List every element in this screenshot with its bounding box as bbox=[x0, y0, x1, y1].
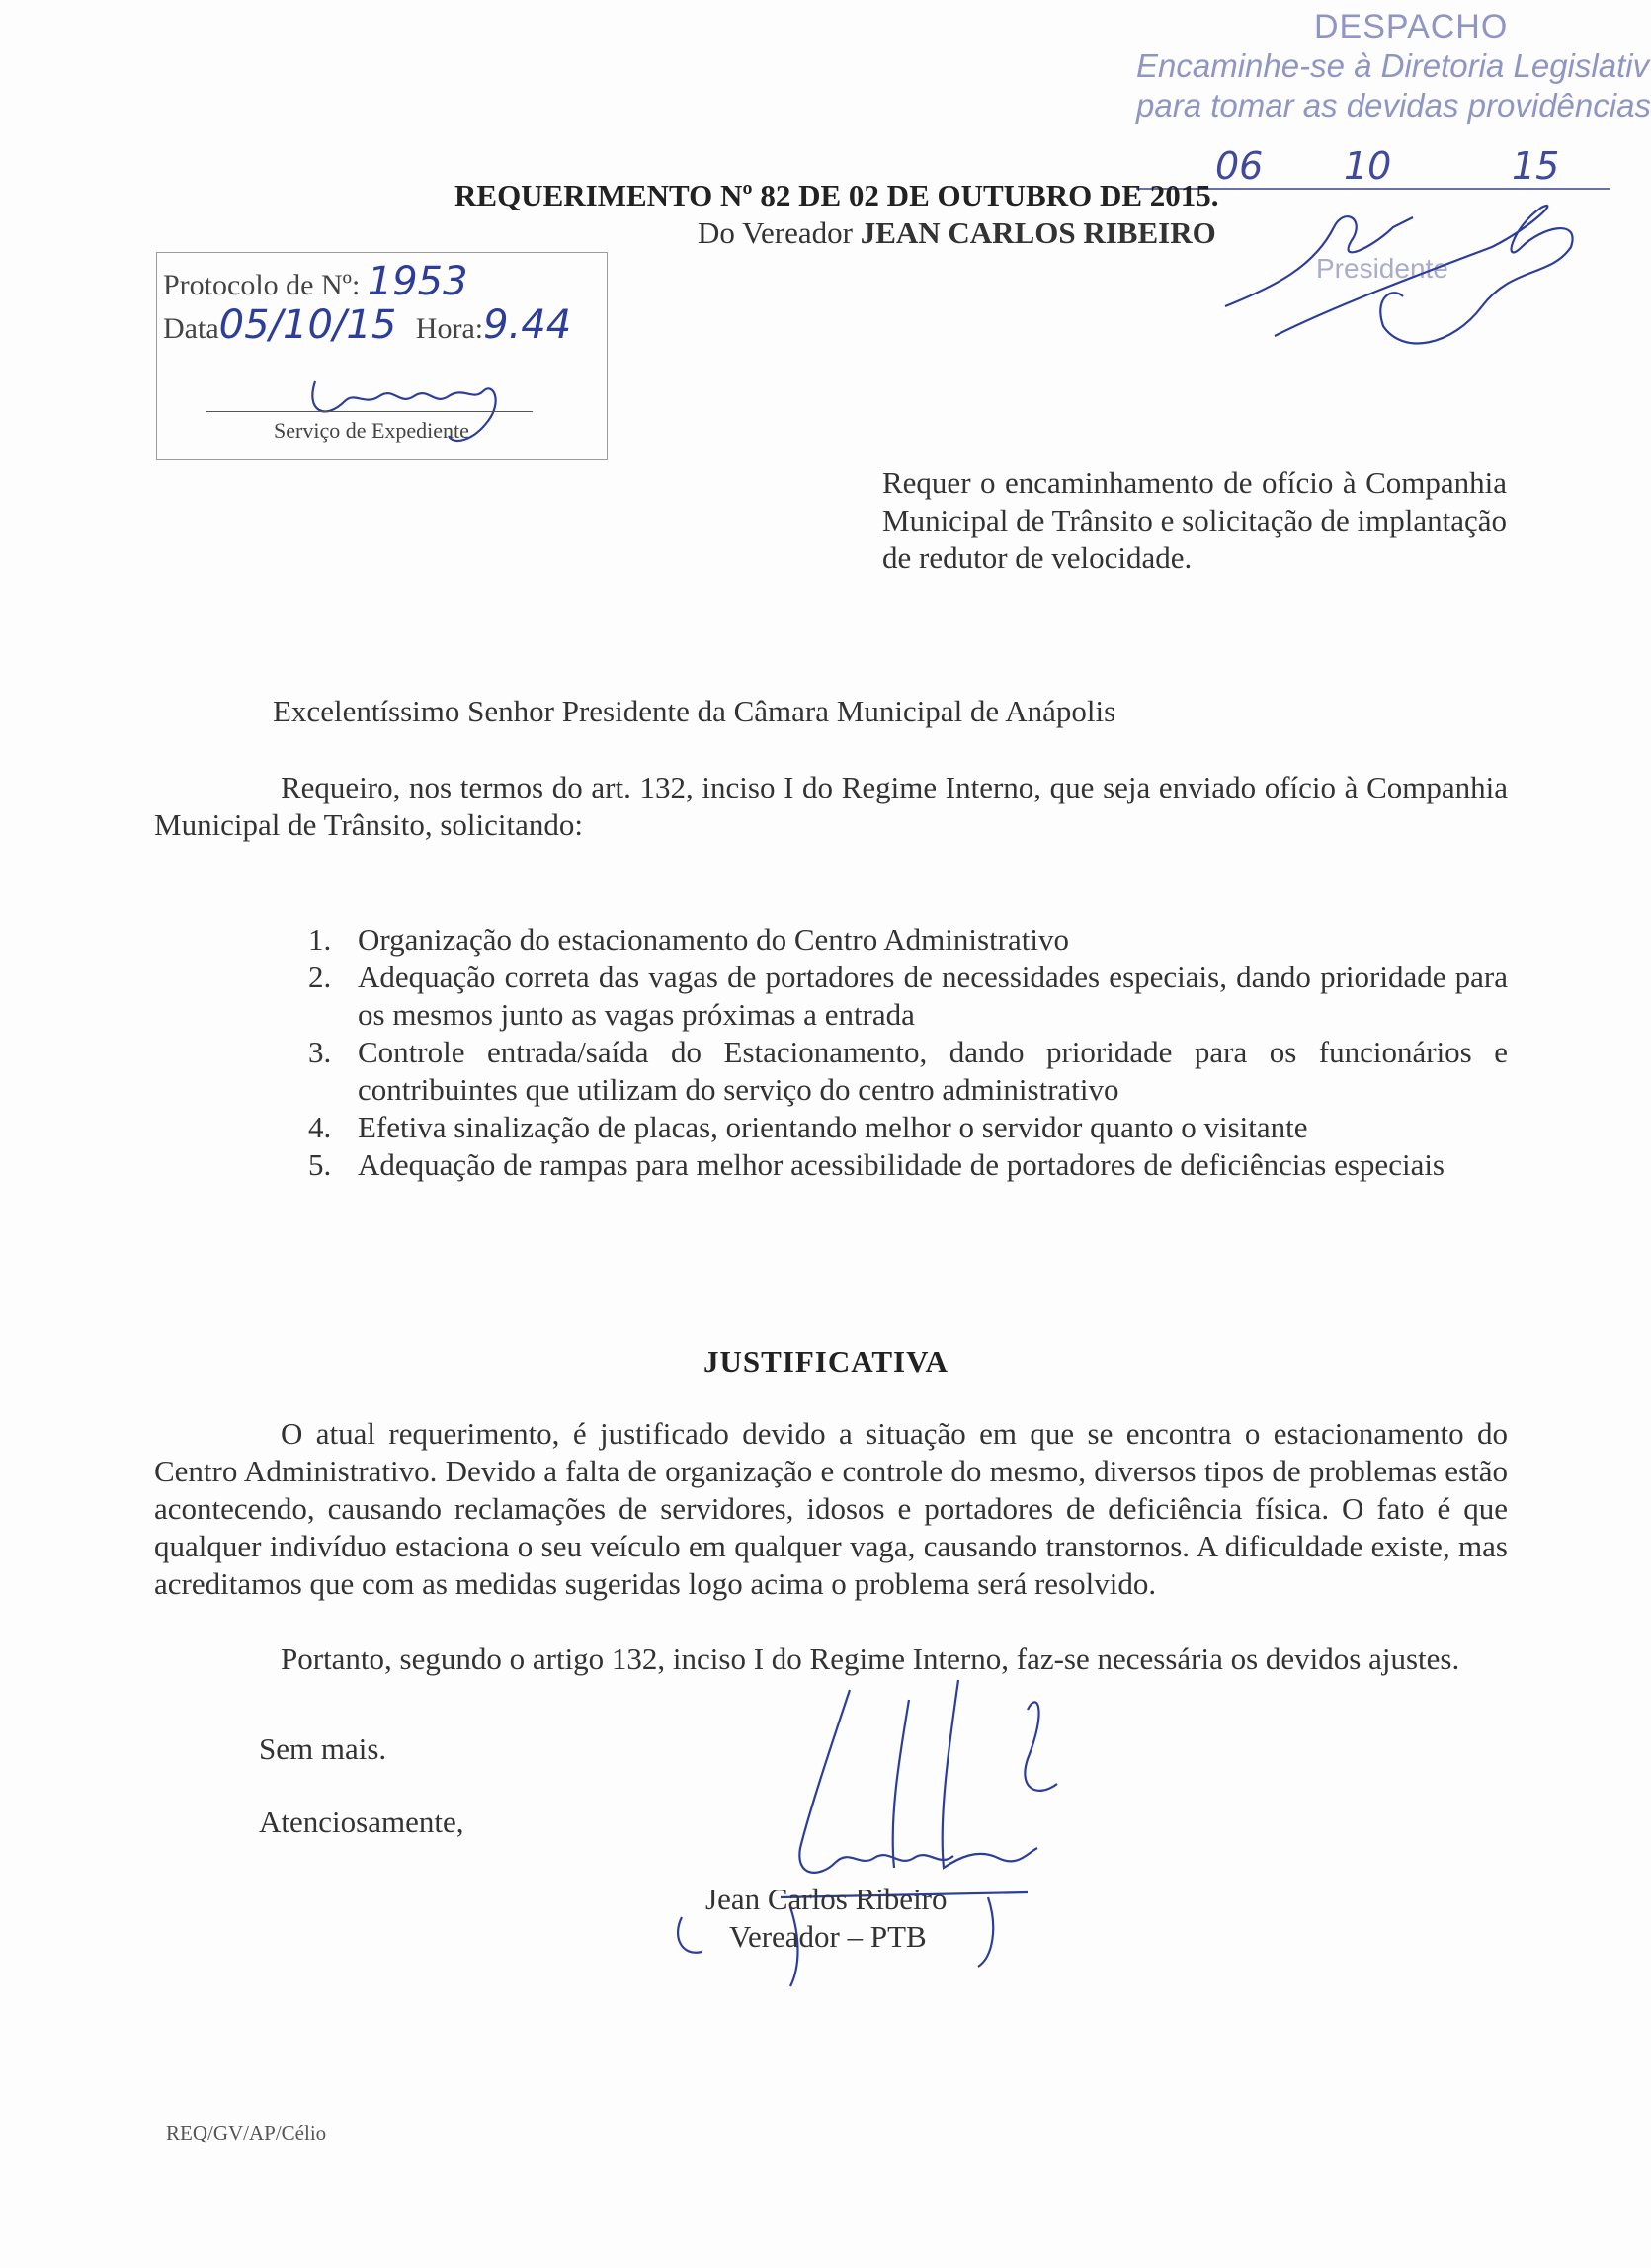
stamp-date-day: 06 bbox=[1215, 144, 1264, 188]
document-subtitle bbox=[698, 215, 1216, 251]
closing-sem-mais: Sem mais. bbox=[259, 1731, 387, 1766]
list-item-number: 4. bbox=[308, 1110, 332, 1144]
protocol-service-label: Serviço de Expediente bbox=[274, 418, 469, 443]
protocol-number-row bbox=[163, 259, 468, 304]
list-item bbox=[296, 959, 1508, 1034]
list-item-text: Adequação correta das vagas de portadores de necessidades especiais, dando prioridade para os mesmos junto as vagas próximas a entrada bbox=[358, 960, 1508, 1032]
protocol-date-value: 05/10/15 bbox=[218, 302, 397, 348]
stamp-title: DESPACHO bbox=[1314, 8, 1509, 45]
list-item bbox=[296, 1109, 1508, 1146]
stamp-line-1: Encaminhe-se à Diretoria Legislativ bbox=[1136, 47, 1650, 84]
protocol-box bbox=[156, 252, 608, 460]
justification-paragraph-2: Portanto, segundo o artigo 132, inciso I do Regime Interno, faz-se necessária os devidos ajustes. bbox=[281, 1641, 1460, 1676]
list-item-number: 3. bbox=[308, 1035, 332, 1069]
protocol-number-label: Protocolo de Nº: bbox=[163, 269, 361, 301]
list-item-number: 1. bbox=[308, 922, 332, 957]
request-summary: Requer o encaminhamento de ofício à Companhia Municipal de Trânsito e solicitação de implantação de redutor de velocidade. bbox=[882, 465, 1507, 575]
protocol-date-label: Data bbox=[163, 312, 219, 345]
list-item bbox=[296, 921, 1508, 959]
list-item-text: Controle entrada/saída do Estacionamento, dando prioridade para os funcionários e contribuintes que utilizam do serviço do centro administrativo bbox=[358, 1035, 1508, 1107]
justification-paragraph-1: O atual requerimento, é justificado devido a situação em que se encontra o estacionamento do Centro Administrativo. Devido a falta de organização e controle do mesmo, diversos tipos de problemas estão acontecendo, causando reclamações de servidores, idosos e portadores de deficiência física. O fato é que qualquer indivíduo estaciona o seu veículo em qualquer vaga, causando transtornos. A dificuldade existe, mas acreditamos que com as medidas sugeridas logo acima o problema será resolvido. bbox=[154, 1416, 1508, 1601]
protocol-time-value: 9.44 bbox=[483, 302, 572, 348]
signer-name: Jean Carlos Ribeiro bbox=[705, 1882, 948, 1916]
list-item-number: 2. bbox=[308, 960, 332, 994]
stamp-line-2: para tomar as devidas providências bbox=[1136, 87, 1651, 124]
president-signature bbox=[1215, 188, 1610, 366]
request-items-list bbox=[296, 921, 1508, 1184]
signer-role: Vereador – PTB bbox=[729, 1919, 927, 1954]
stamp-role: Presidente bbox=[1316, 253, 1448, 284]
list-item-text: Efetiva sinalização de placas, orientando melhor o servidor quanto o visitante bbox=[358, 1110, 1308, 1144]
protocol-date-row bbox=[163, 302, 571, 348]
subtitle-prefix: Do Vereador bbox=[698, 215, 853, 250]
list-item-text: Adequação de rampas para melhor acessibilidade de portadores de deficiências especiais bbox=[358, 1147, 1445, 1182]
justification-heading: JUSTIFICATIVA bbox=[703, 1344, 949, 1379]
intro-paragraph: Requeiro, nos termos do art. 132, inciso I do Regime Interno, que seja enviado ofício à Companhia Municipal de Trânsito, solicitando: bbox=[154, 770, 1508, 842]
stamp-date-year: 15 bbox=[1512, 144, 1560, 188]
list-item-number: 5. bbox=[308, 1147, 332, 1182]
subtitle-name: JEAN CARLOS RIBEIRO bbox=[860, 215, 1216, 250]
document-title: REQUERIMENTO Nº 82 DE 02 DE OUTUBRO DE 2015. bbox=[454, 178, 1219, 212]
protocol-time-label: Hora: bbox=[415, 312, 484, 345]
despacho-stamp bbox=[1136, 8, 1651, 284]
protocol-number-value: 1953 bbox=[367, 259, 468, 304]
stamp-date-month: 10 bbox=[1344, 144, 1392, 188]
list-item bbox=[296, 1034, 1508, 1109]
list-item-text: Organização do estacionamento do Centro Administrativo bbox=[358, 922, 1069, 957]
salutation: Excelentíssimo Senhor Presidente da Câmara Municipal de Anápolis bbox=[273, 694, 1116, 728]
footer-reference: REQ/GV/AP/Célio bbox=[166, 2121, 327, 2144]
signer-block bbox=[705, 1881, 948, 1956]
closing-regards: Atenciosamente, bbox=[259, 1805, 464, 1839]
protocol-rule bbox=[206, 411, 533, 412]
list-item bbox=[296, 1146, 1508, 1184]
